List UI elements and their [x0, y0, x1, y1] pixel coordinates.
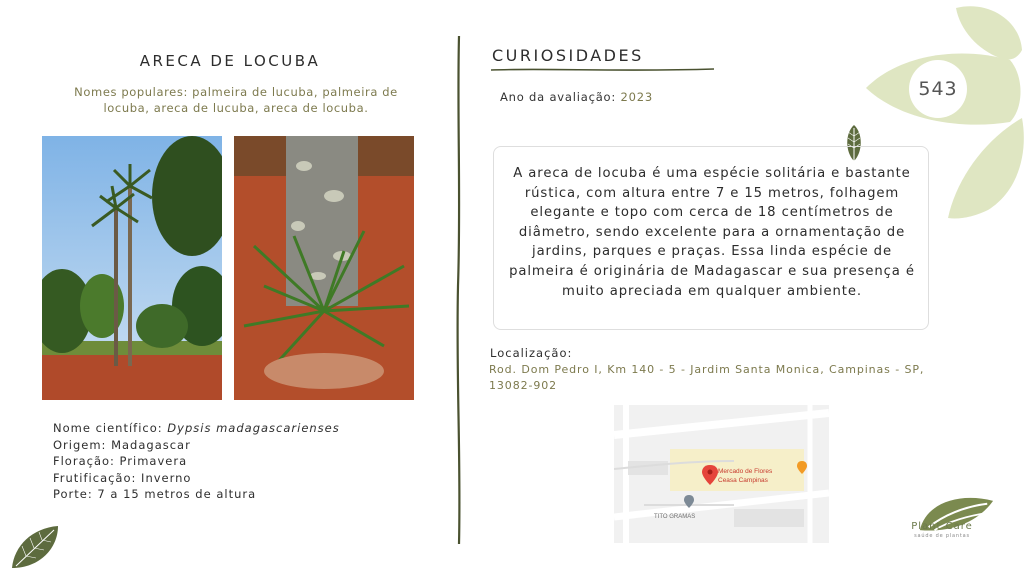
- location-label: Localização:: [490, 346, 573, 360]
- logo-name: Plant Care: [911, 521, 973, 532]
- palm-tree-photo: [42, 136, 222, 400]
- decorative-leaf-bottom-left: [8, 522, 62, 572]
- origin: Origem: Madagascar: [53, 437, 191, 452]
- location-address: Rod. Dom Pedro I, Km 140 - 5 - Jardim Santa Monica, Campinas - SP, 13082-902: [489, 363, 925, 392]
- palm-trunk-photo: [234, 136, 414, 400]
- plant-title: ARECA DE LOCUBA: [139, 52, 321, 70]
- vertical-divider: [453, 36, 465, 544]
- evaluation-year: [500, 90, 653, 104]
- year-value: 2023: [620, 90, 654, 104]
- section-title: CURIOSIDADES: [492, 46, 644, 65]
- location-map[interactable]: [614, 405, 829, 543]
- scientific-name-label: Nome científico:: [53, 421, 163, 435]
- scientific-name: Dypsis madagascarienses: [167, 421, 340, 435]
- popular-names: Nomes populares: palmeira de lucuba, palmeira de locuba, areca de lucuba, areca de locuba.: [74, 85, 398, 115]
- fruiting: Frutificação: Inverno: [53, 470, 192, 485]
- badge-number: 543: [918, 78, 958, 100]
- description-text: A areca de locuba é uma espécie solitária e bastante rústica, com altura entre 7 e 15 metros, folhagem elegante e topo com cerca de 18 centímetros de diâmetro, sendo excelente para a ornamentação de jardins, parques e praças. Essa linda espécie de palmeira é originária de Madagascar e sua presença é muito apreciada em qualquer ambiente.: [509, 166, 915, 299]
- scientific-name-row: [53, 420, 340, 437]
- flowering: Floração: Primavera: [53, 454, 188, 468]
- logo-tagline: saúde de plantas: [914, 533, 970, 539]
- map-place-line1: Mercado de Flores: [718, 468, 773, 475]
- map-nearby-label: TITO GRAMAS: [654, 514, 696, 520]
- plant-facts: [53, 420, 340, 503]
- year-label: Ano da avaliação:: [500, 90, 617, 104]
- size: Porte: 7 a 15 metros de altura: [53, 487, 257, 501]
- map-place-line2: Ceasa Campinas: [718, 477, 768, 484]
- title-underline: [490, 66, 716, 74]
